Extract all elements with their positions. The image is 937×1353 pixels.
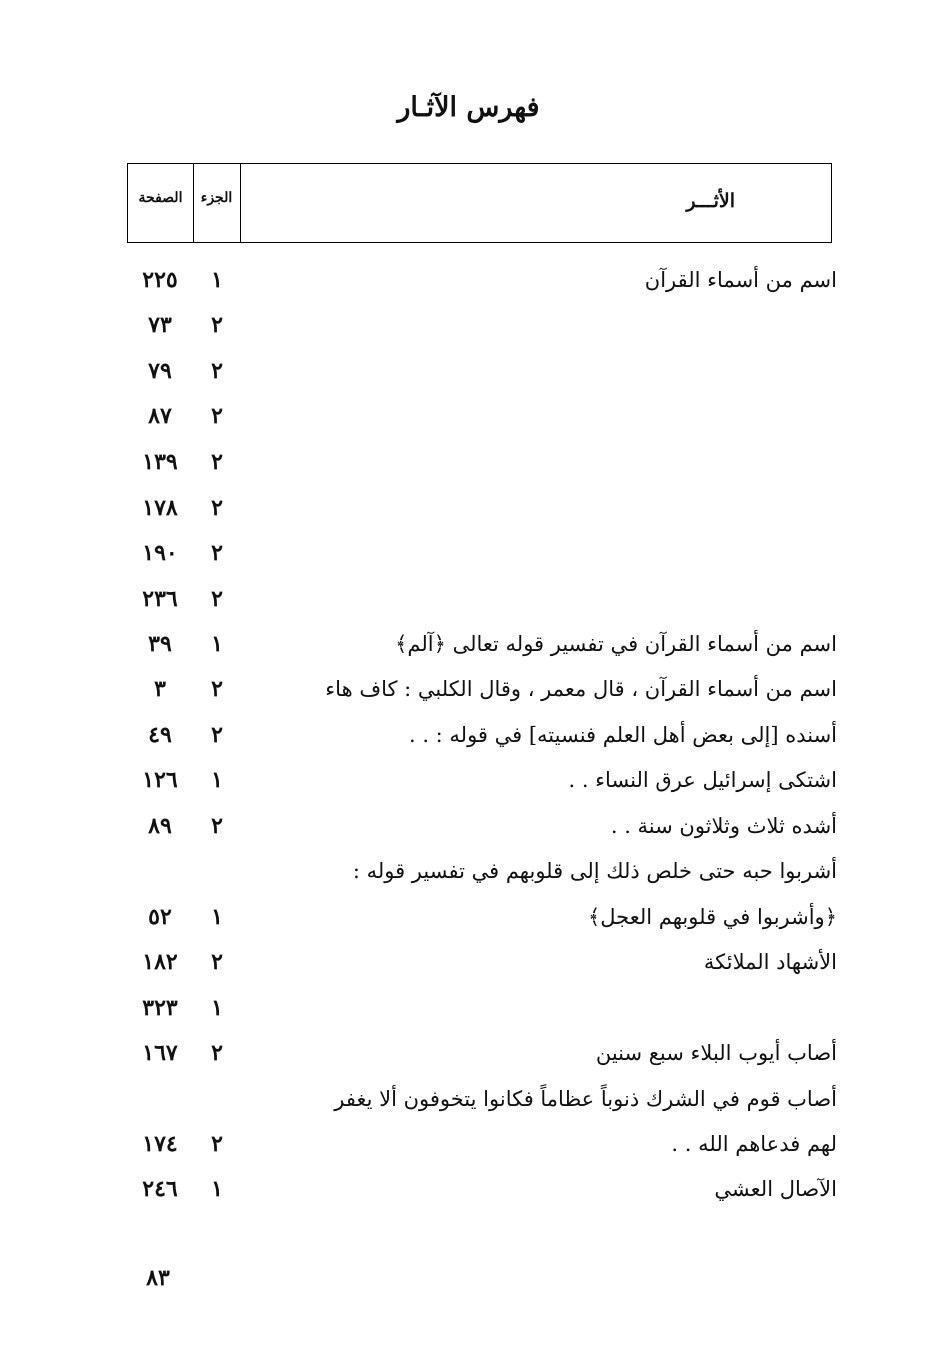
entry-page: ١٣٩ <box>142 449 178 475</box>
index-row <box>0 1079 937 1119</box>
entry-volume: ١ <box>211 995 223 1021</box>
entry-page: ١٨٢ <box>142 949 178 975</box>
index-row <box>0 988 937 1028</box>
entry-page: ١٧٨ <box>142 495 178 521</box>
entry-page: ١٧٤ <box>142 1131 178 1157</box>
index-row <box>0 305 937 345</box>
entry-text: أشده ثلاث وثلاثون سنة . . <box>610 814 837 838</box>
entry-volume: ٢ <box>211 312 223 338</box>
entry-volume: ٢ <box>211 722 223 748</box>
entry-text: أسنده [إلى بعض أهل العلم فنسيته] في قوله : . . <box>408 723 837 747</box>
entry-volume: ١ <box>211 267 223 293</box>
entry-page: ٣٩ <box>148 631 172 657</box>
page-column-label: الصفحة <box>138 190 183 206</box>
index-row <box>0 1033 937 1073</box>
entry-page: ٢٣٦ <box>142 586 178 612</box>
index-row <box>0 533 937 573</box>
index-row <box>0 760 937 800</box>
entry-volume: ١ <box>211 767 223 793</box>
entry-volume: ٢ <box>211 586 223 612</box>
index-row <box>0 260 937 300</box>
index-row <box>0 488 937 528</box>
entry-volume: ٢ <box>211 540 223 566</box>
entry-page: ٨٩ <box>148 813 172 839</box>
index-row <box>0 806 937 846</box>
entry-page: ٢٤٦ <box>142 1176 178 1202</box>
entry-page: ٣ <box>154 676 166 702</box>
text-column-label: الأثـــر <box>686 190 735 212</box>
index-row <box>0 579 937 619</box>
entry-volume: ٢ <box>211 813 223 839</box>
index-row <box>0 1124 937 1164</box>
entry-page: ٧٣ <box>148 312 172 338</box>
entry-page: ٧٩ <box>148 358 172 384</box>
index-row <box>0 624 937 664</box>
entry-text: أصاب قوم في الشرك ذنوباً عظاماً فكانوا يتخوفون ألا يغفر <box>334 1087 837 1111</box>
page-number: ٨٣ <box>146 1265 170 1291</box>
index-row <box>0 442 937 482</box>
entry-volume: ٢ <box>211 403 223 429</box>
entry-text: ﴿وأشربوا في قلوبهم العجل﴾ <box>587 905 837 929</box>
index-row <box>0 851 937 891</box>
entry-text: أشربوا حبه حتى خلص ذلك إلى قلوبهم في تفسير قوله : <box>352 859 837 883</box>
entry-volume: ٢ <box>211 1131 223 1157</box>
index-row <box>0 669 937 709</box>
entry-text: اشتكى إسرائيل عرق النساء . . <box>568 768 837 792</box>
entry-page: ١٢٦ <box>142 767 178 793</box>
index-row <box>0 715 937 755</box>
entry-text: أصاب أيوب البلاء سبع سنين <box>595 1041 837 1065</box>
entry-volume: ٢ <box>211 1040 223 1066</box>
entry-text: لهم فدعاهم الله . . <box>671 1132 837 1156</box>
entry-page: ١٦٧ <box>142 1040 178 1066</box>
entry-volume: ٢ <box>211 676 223 702</box>
entry-text: الأشهاد الملائكة <box>703 950 837 974</box>
entry-text: الآصال العشي <box>714 1177 837 1201</box>
entry-page: ٤٩ <box>148 722 172 748</box>
entry-text: اسم من أسماء القرآن ، قال معمر ، وقال الكلبي : كاف هاء <box>325 677 837 701</box>
entry-volume: ٢ <box>211 495 223 521</box>
index-row <box>0 942 937 982</box>
entry-text: اسم من أسماء القرآن في تفسير قوله تعالى ﴿آلم﴾ <box>395 632 837 656</box>
index-row <box>0 351 937 391</box>
index-row <box>0 897 937 937</box>
entry-volume: ١ <box>211 904 223 930</box>
volume-column-label: الجزء <box>200 190 233 206</box>
index-row <box>0 1169 937 1209</box>
entry-volume: ٢ <box>211 449 223 475</box>
entry-page: ٣٢٣ <box>142 995 178 1021</box>
index-row <box>0 396 937 436</box>
entry-page: ٥٢ <box>148 904 172 930</box>
entry-volume: ٢ <box>211 358 223 384</box>
entry-volume: ٢ <box>211 949 223 975</box>
entry-volume: ١ <box>211 1176 223 1202</box>
entry-page: ٢٢٥ <box>142 267 178 293</box>
page-title: فهرس الآثـار <box>397 92 540 123</box>
entry-volume: ١ <box>211 631 223 657</box>
entry-page: ٨٧ <box>148 403 172 429</box>
entry-page: ١٩٠ <box>142 540 178 566</box>
entry-text: اسم من أسماء القرآن <box>644 268 837 292</box>
